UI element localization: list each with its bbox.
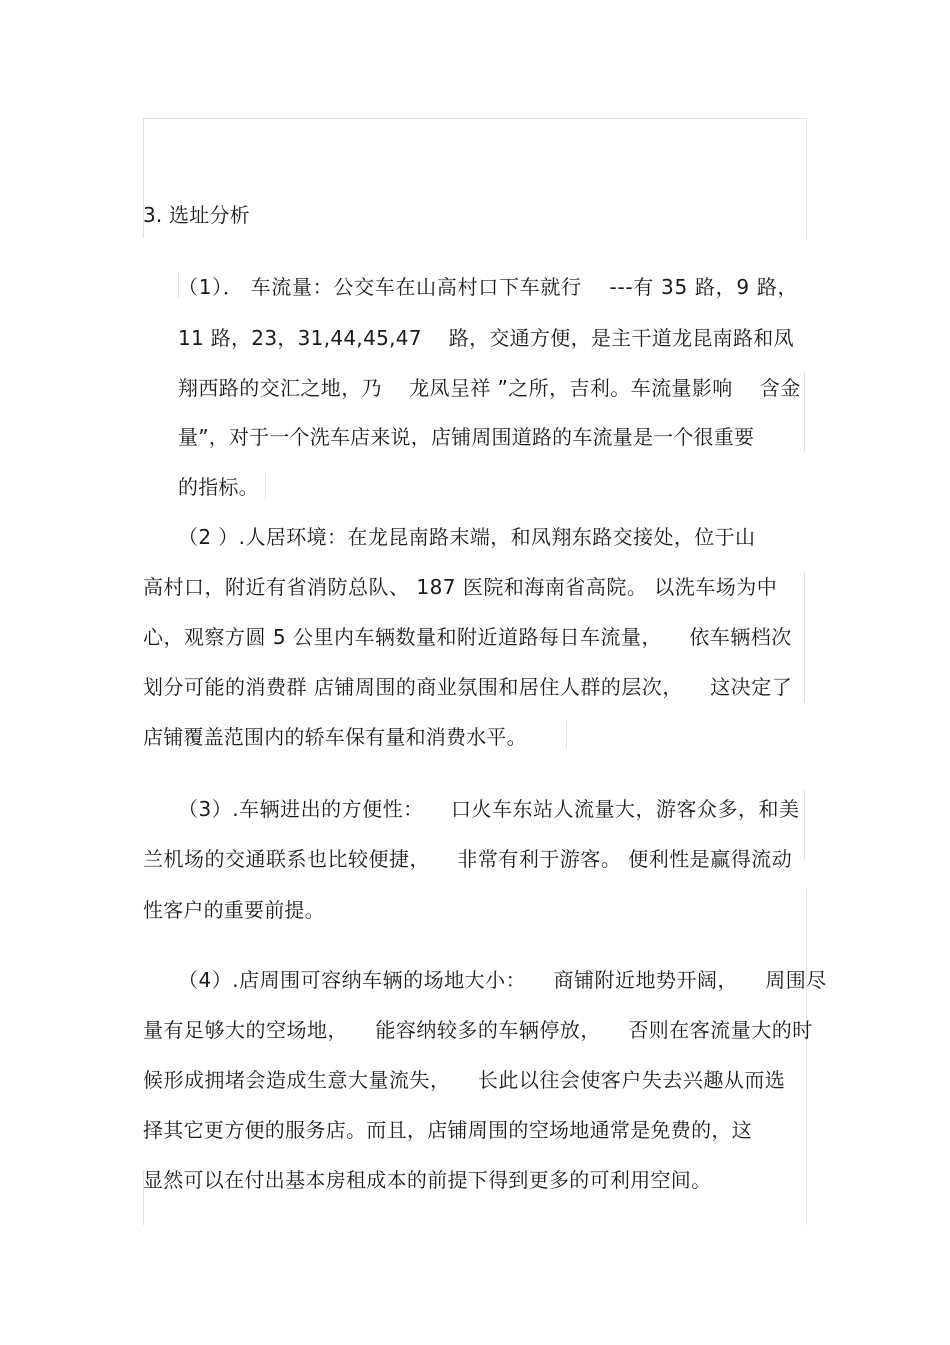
paragraph-line: 择其它更方便的服务店。而且，店铺周围的空场地通常是免费的，这: [143, 1118, 752, 1142]
paragraph-line: 候形成拥堵会造成生意大量流失， 长此以往会使客户失去兴趣从而选: [143, 1068, 786, 1092]
paragraph-line: 量”，对于一个洗车店来说，店铺周围道路的车流量是一个很重要: [178, 425, 755, 449]
frame-right-rule-5: [806, 890, 807, 1225]
paragraph-line: （4）.店周围可容纳车辆的场地大小： 商铺附近地势开阔， 周围尽: [178, 968, 827, 992]
paragraph-line: 翔西路的交汇之地，乃 龙凤呈祥 ”之所，吉利。车流量影响 含金: [178, 376, 801, 400]
frame-short-rule: [265, 473, 266, 499]
frame-top-rule: [143, 118, 807, 119]
frame-right-rule-4: [804, 790, 805, 860]
paragraph-line: 性客户的重要前提。: [143, 898, 325, 922]
frame-right-rule: [806, 118, 807, 238]
paragraph-line: 显然可以在付出基本房租成本的前提下得到更多的可利用空间。: [143, 1168, 712, 1192]
paragraph-line: 高村口，附近有省消防总队、 187 医院和海南省高院。 以洗车场为中: [143, 575, 778, 599]
paragraph-line: 兰机场的交通联系也比较便捷， 非常有利于游客。 便利性是赢得流动: [143, 847, 793, 871]
frame-right-rule-2: [804, 372, 805, 452]
frame-mid-rule: [566, 722, 567, 748]
paragraph-line: 量有足够大的空场地， 能容纳较多的车辆停放， 否则在客流量大的时: [143, 1018, 813, 1042]
paragraph-line: 11 路，23，31,44,45,47 路，交通方便，是主干道龙昆南路和凤: [178, 326, 794, 350]
paragraph-line: （1）． 车流量：公交车在山高村口下车就行 ---有 35 路，9 路，: [178, 275, 799, 299]
paragraph-line: （2 ）.人居环境：在龙昆南路末端，和凤翔东路交接处，位于山: [178, 525, 756, 549]
paragraph-line: 划分可能的消费群 店铺周围的商业氛围和居住人群的层次， 这决定了: [143, 675, 793, 699]
section-heading: 3. 选址分析: [143, 203, 250, 227]
paragraph-line: （3）.车辆进出的方便性： 口火车东站人流量大，游客众多，和美: [178, 797, 800, 821]
paragraph-line: 店铺覆盖范围内的轿车保有量和消费水平。: [143, 725, 527, 749]
paragraph-line: 心，观察方圆 5 公里内车辆数量和附近道路每日车流量， 依车辆档次: [143, 625, 792, 649]
frame-right-rule-3: [804, 572, 805, 702]
paragraph-line: 的指标。: [178, 475, 259, 499]
